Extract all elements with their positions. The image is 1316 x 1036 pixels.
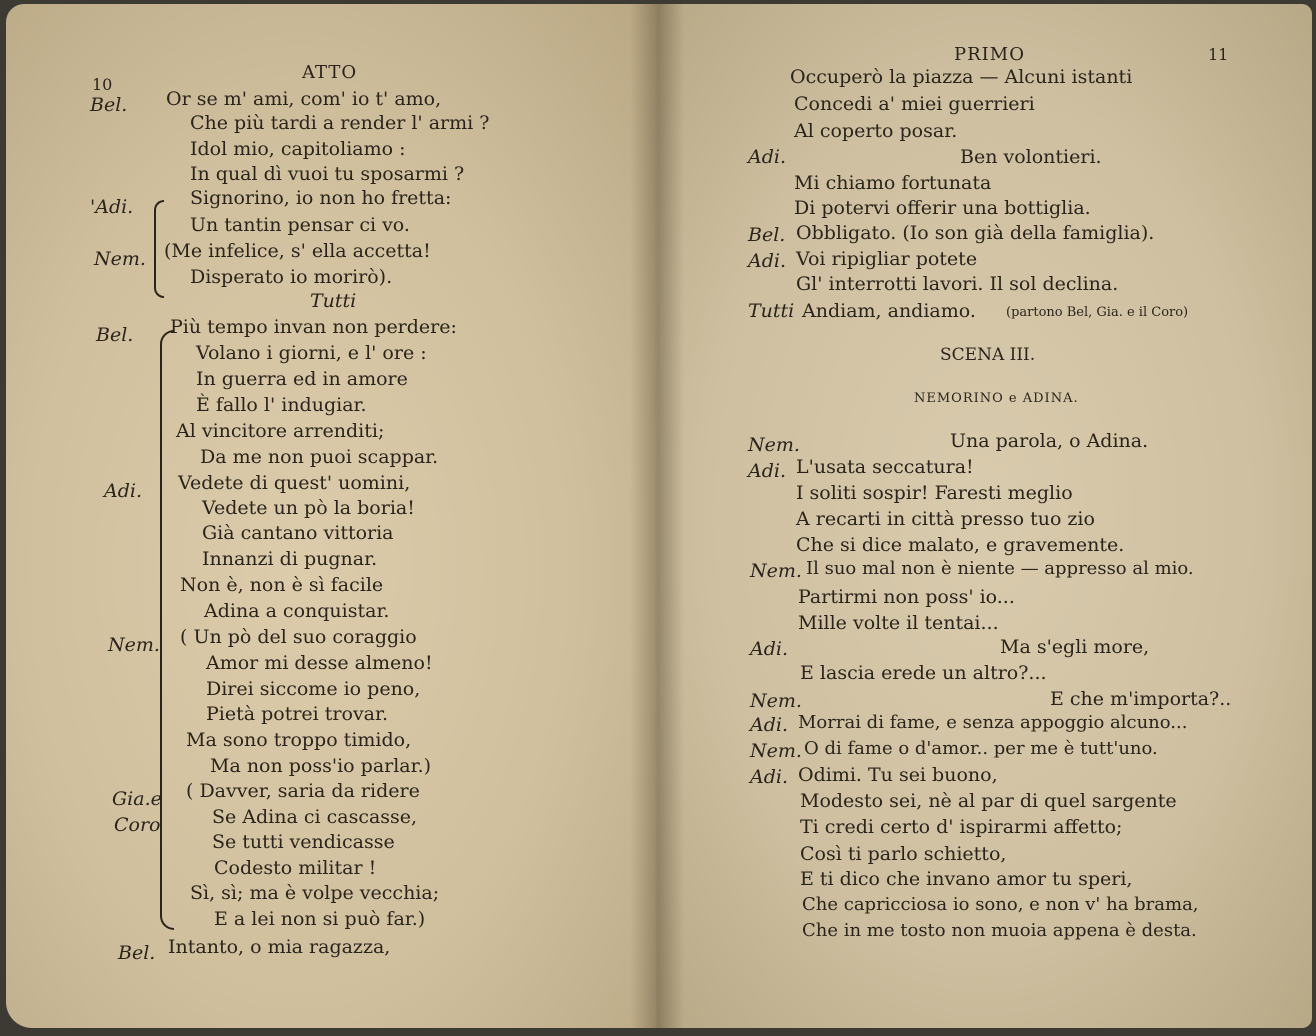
running-head: PRIMO: [954, 44, 1025, 65]
brace-mark: [160, 330, 174, 930]
verse-line: Gl' interrotti lavori. Il sol declina.: [796, 273, 1119, 295]
verse-line: Se Adina ci cascasse,: [212, 806, 418, 828]
speaker-label: Nem.: [750, 690, 802, 712]
verse-line: E ti dico che invano amor tu speri,: [800, 868, 1133, 890]
verse-line: Mi chiamo fortunata: [794, 172, 992, 194]
verse-line: Non è, non è sì facile: [180, 574, 384, 596]
verse-line: Ti credi certo d' ispirarmi affetto;: [800, 816, 1123, 838]
verse-line: Signorino, io non ho fretta:: [190, 187, 452, 209]
verse-line: O di fame o d'amor.. per me è tutt'uno.: [804, 738, 1158, 759]
verse-line: Ma sono troppo timido,: [186, 729, 412, 751]
verse-line: Partirmi non poss' io...: [798, 586, 1015, 608]
verse-line: Se tutti vendicasse: [212, 831, 395, 853]
speaker-label: Gia.e: [112, 788, 162, 810]
verse-line: Che si dice malato, e gravemente.: [796, 534, 1125, 556]
verse-line: Intanto, o mia ragazza,: [168, 936, 391, 958]
speaker-label: Adi.: [750, 766, 788, 788]
speaker-label: Bel.: [118, 942, 156, 964]
running-head: ATTO: [302, 62, 358, 83]
verse-line: Al coperto posar.: [794, 120, 958, 142]
speaker-label: Nem.: [94, 248, 146, 270]
verse-line: Adina a conquistar.: [204, 600, 390, 622]
stage-direction: (partono Bel, Gia. e il Coro): [1006, 305, 1189, 320]
verse-line: Volano i giorni, e l' ore :: [196, 342, 427, 364]
speaker-label: Nem.: [748, 434, 800, 456]
verse-line: Ben volontieri.: [960, 146, 1102, 168]
verse-line: Andiam, andiamo.: [802, 300, 976, 322]
speaker-label: Bel.: [96, 324, 134, 346]
speaker-label: Adi.: [748, 146, 786, 168]
verse-line: Obbligato. (Io son già della famiglia).: [796, 222, 1155, 244]
verse-line: È fallo l' indugiar.: [196, 394, 367, 416]
verse-line: ( Davver, saria da ridere: [186, 780, 420, 802]
verse-line: E che m'importa?..: [1050, 688, 1232, 710]
verse-line: Che capricciosa io sono, e non v' ha brama,: [802, 894, 1199, 915]
verse-line: Sì, sì; ma è volpe vecchia;: [190, 882, 440, 904]
page-number: 11: [1208, 45, 1229, 64]
verse-line: Voi ripigliar potete: [796, 248, 978, 270]
verse-line: Concedi a' miei guerrieri: [794, 93, 1035, 115]
page-number: 10: [92, 75, 113, 94]
verse-line: Già cantano vittoria: [202, 522, 394, 544]
verse-line: I soliti sospir! Faresti meglio: [796, 482, 1073, 504]
verse-line: Che più tardi a render l' armi ?: [190, 112, 490, 134]
speaker-label: Coro: [114, 814, 161, 836]
scene-heading: SCENA III.: [940, 345, 1036, 365]
verse-line: Da me non puoi scappar.: [200, 446, 439, 468]
verse-line: Or se m' ami, com' io t' amo,: [166, 88, 442, 110]
speaker-label: Nem.: [750, 560, 802, 582]
speaker-label: Adi.: [750, 638, 788, 660]
verse-line: Che in me tosto non muoia appena è desta.: [802, 920, 1197, 941]
brace-mark: [154, 200, 164, 298]
speaker-label: Nem.: [108, 634, 160, 656]
verse-line: E lascia erede un altro?...: [800, 662, 1047, 684]
verse-line: Una parola, o Adina.: [950, 430, 1149, 452]
verse-line: Ma non poss'io parlar.): [210, 755, 432, 777]
verse-line: Occuperò la piazza — Alcuni istanti: [790, 66, 1133, 88]
verse-line: Pietà potrei trovar.: [206, 703, 389, 725]
verse-line: Codesto militar !: [214, 857, 377, 879]
speaker-label: Tutti: [748, 300, 795, 322]
verse-line: ( Un pò del suo coraggio: [180, 626, 417, 648]
verse-line: Vedete un pò la boria!: [202, 497, 415, 519]
verse-line: Innanzi di pugnar.: [202, 548, 378, 570]
verse-line: In qual dì vuoi tu sposarmi ?: [190, 163, 465, 185]
verse-line: Direi siccome io peno,: [206, 678, 421, 700]
book-gutter: [630, 4, 684, 1028]
speaker-label: Adi.: [104, 480, 142, 502]
verse-line: In guerra ed in amore: [196, 368, 408, 390]
tutti-heading: Tutti: [310, 290, 357, 312]
verse-line: A recarti in città presso tuo zio: [796, 508, 1095, 530]
speaker-label: Adi.: [750, 714, 788, 736]
speaker-label: Bel.: [748, 224, 786, 246]
speaker-label: Adi.: [748, 250, 786, 272]
speaker-label: 'Adi.: [90, 196, 134, 218]
verse-line: Modesto sei, nè al par di quel sargente: [800, 790, 1177, 812]
verse-line: Odimi. Tu sei buono,: [798, 764, 998, 786]
verse-line: Vedete di quest' uomini,: [178, 472, 411, 494]
speaker-label: Nem.: [750, 740, 802, 762]
verse-line: E a lei non si può far.): [214, 908, 426, 930]
verse-line: Al vincitore arrenditi;: [176, 420, 385, 442]
verse-line: Più tempo invan non perdere:: [170, 316, 457, 338]
verse-line: Disperato io morirò).: [190, 266, 393, 288]
verse-line: Idol mio, capitoliamo :: [190, 138, 406, 160]
verse-line: (Me infelice, s' ella accetta!: [164, 240, 431, 262]
verse-line: Un tantin pensar ci vo.: [190, 214, 410, 236]
verse-line: L'usata seccatura!: [796, 456, 974, 478]
speaker-label: Bel.: [90, 94, 128, 116]
verse-line: Di potervi offerir una bottiglia.: [794, 197, 1091, 219]
verse-line: Così ti parlo schietto,: [800, 843, 1007, 865]
speaker-label: Adi.: [748, 460, 786, 482]
verse-line: Mille volte il tentai...: [798, 612, 999, 634]
scene-characters: NEMORINO e ADINA.: [914, 391, 1079, 406]
verse-line: Amor mi desse almeno!: [206, 652, 433, 674]
verse-line: Il suo mal non è niente — appresso al mio.: [806, 558, 1194, 579]
verse-line: Morrai di fame, e senza appoggio alcuno...: [798, 712, 1188, 733]
verse-line: Ma s'egli more,: [1000, 636, 1150, 658]
